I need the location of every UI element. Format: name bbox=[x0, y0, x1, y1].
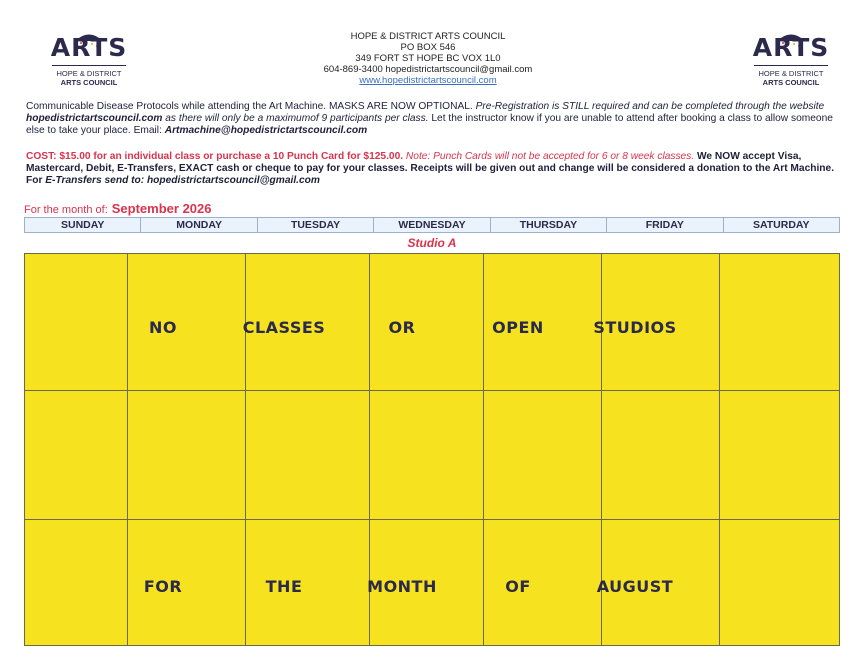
logo-subtitle: HOPE & DISTRICT bbox=[758, 69, 824, 78]
logo-subtitle-bold: ARTS COUNCIL bbox=[762, 78, 820, 87]
logo-subtitle-bold: ARTS COUNCIL bbox=[60, 78, 118, 87]
calendar-word: THE bbox=[265, 577, 303, 596]
month-value: September 2026 bbox=[111, 201, 212, 216]
logo-right bbox=[746, 30, 836, 87]
calendar-grid bbox=[24, 253, 840, 646]
weekday-thursday: THURSDAY bbox=[491, 218, 607, 232]
logo-left bbox=[44, 30, 134, 87]
org-address: 349 FORT ST HOPE BC VOX 1L0 bbox=[355, 53, 501, 64]
website-link[interactable]: hopedistrictartscouncil.com bbox=[26, 113, 163, 124]
cost-paragraph: COST: $15.00 for an individual class or purchase a 10 Punch Card for $125.00. Note: Punch Cards will not be accepted for 6 or 8 week classes. We NOW accept Visa, Mastercard, Debit, E-Transfers, EXACT cash or cheque to pay for your classes. Receipts will be given out and change will be considered a donation to the Art Machine. For E-Transfers send to: hopedistrictartscouncil@gmail.com bbox=[26, 151, 835, 186]
studio-label: Studio A bbox=[407, 236, 457, 250]
weekday-friday: FRIDAY bbox=[607, 218, 723, 232]
arts-logo-mark: ARTS bbox=[746, 30, 836, 64]
weekday-monday: MONDAY bbox=[141, 218, 257, 232]
weekday-wednesday: WEDNESDAY bbox=[374, 218, 490, 232]
weekday-header-row bbox=[24, 217, 840, 233]
org-po-box: PO BOX 546 bbox=[400, 42, 456, 53]
calendar-word: CLASSES bbox=[242, 318, 326, 337]
calendar-word: NO bbox=[149, 318, 177, 337]
org-name: HOPE & DISTRICT ARTS COUNCIL bbox=[350, 31, 506, 42]
weekday-saturday: SATURDAY bbox=[724, 218, 839, 232]
calendar-word: OF bbox=[505, 577, 531, 596]
email-link[interactable]: Artmachine@hopedistrictartscouncil.com bbox=[164, 125, 368, 136]
calendar-word: OR bbox=[388, 318, 416, 337]
month-label: For the month of: bbox=[24, 204, 108, 216]
org-website-link[interactable]: www.hopedistrictartscouncil.com bbox=[359, 75, 497, 86]
org-header bbox=[250, 31, 606, 86]
arts-logo-mark: ARTS bbox=[44, 30, 134, 64]
protocol-paragraph: Communicable Disease Protocols while attending the Art Machine. MASKS ARE NOW OPTIONAL. Pre-Registration is STILL required and can be completed through the website hopedistrictartscouncil.com as there will only be a maximumof 9 participants per class. Let the instructor know if you are unable to attend after booking a class to allow someone else to take your place. Email: Artmachine@hopedistrictartscouncil.com bbox=[26, 101, 833, 136]
calendar-word: OPEN bbox=[492, 318, 544, 337]
calendar-word: AUGUST bbox=[596, 577, 674, 596]
logo-subtitle: HOPE & DISTRICT bbox=[56, 69, 122, 78]
month-heading bbox=[24, 201, 212, 216]
weekday-tuesday: TUESDAY bbox=[258, 218, 374, 232]
calendar-word: MONTH bbox=[367, 577, 437, 596]
weekday-sunday: SUNDAY bbox=[25, 218, 141, 232]
org-contact: 604-869-3400 hopedistrictartscouncil@gmail.com bbox=[323, 64, 533, 75]
calendar-word: FOR bbox=[143, 577, 183, 596]
calendar-word: STUDIOS bbox=[593, 318, 677, 337]
